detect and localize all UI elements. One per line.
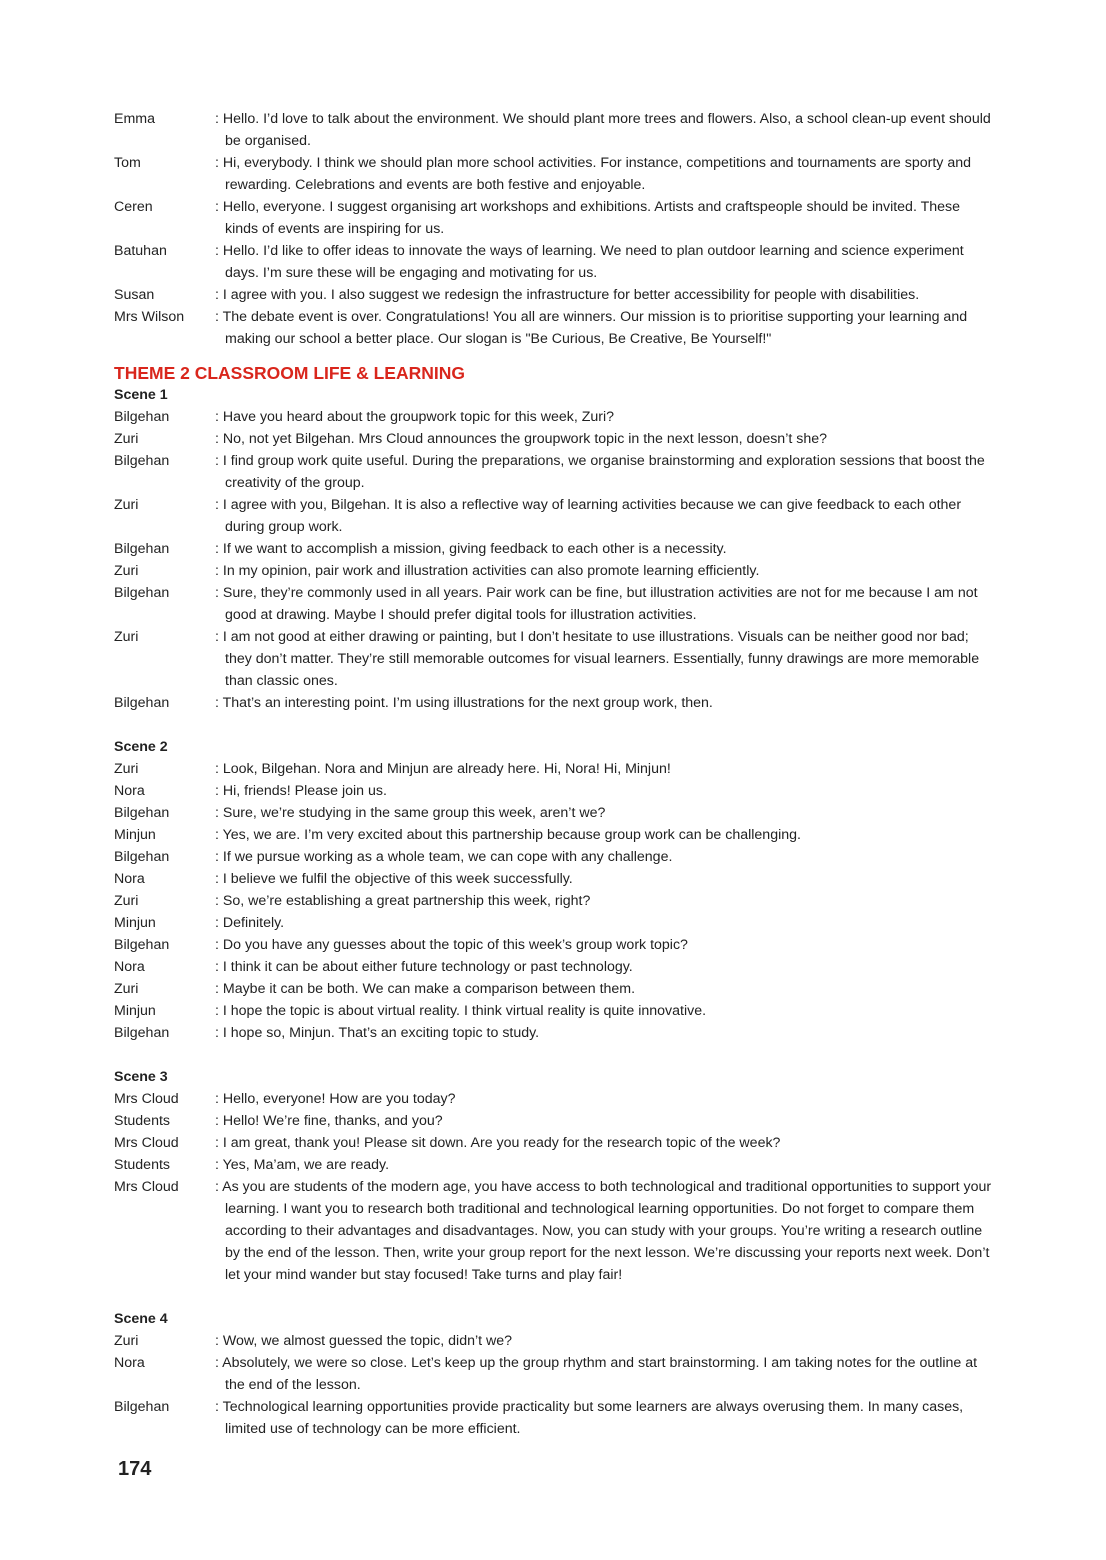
dialogue-line [114,108,994,152]
dialogue-text: : Technological learning opportunities provide practicality but some learners are always overusing them. In many cases, limited use of technology can be more efficient. [215,1399,964,1437]
speaker-name: Zuri [114,629,139,645]
speaker-name: Nora [114,959,145,975]
dialogue-line [114,560,994,582]
speaker-name: Bilgehan [114,541,170,557]
dialogue-text: : If we want to accomplish a mission, giving feedback to each other is a necessity. [215,541,727,557]
dialogue-line [114,582,994,626]
scene-block [114,736,994,1044]
dialogue-text: : Hello, everyone. I suggest organising art workshops and exhibitions. Artists and craftspeople should be invited. These kinds of events are inspiring for us. [215,199,961,237]
dialogue-text: : Absolutely, we were so close. Let’s keep up the group rhythm and start brainstorming. I am taking notes for the outline at the end of the lesson. [215,1355,978,1393]
dialogue-text: : I hope so, Minjun. That’s an exciting topic to study. [215,1025,540,1041]
dialogue-line [114,846,994,868]
scene-heading: Scene 3 [114,1069,168,1085]
scene-heading: Scene 4 [114,1311,168,1327]
dialogue-text: : Sure, we’re studying in the same group this week, aren’t we? [215,805,606,821]
scene-heading: Scene 1 [114,387,168,403]
dialogue-text: : Sure, they’re commonly used in all years. Pair work can be fine, but illustration activities are not for me because I am not good at drawing. Maybe I should prefer digital tools for illustration activities. [215,585,978,623]
dialogue-text: : Yes, we are. I’m very excited about this partnership because group work can be challenging. [215,827,801,843]
speaker-name: Zuri [114,1333,139,1349]
theme-title: THEME 2 CLASSROOM LIFE & LEARNING [114,363,465,383]
speaker-name: Mrs Wilson [114,309,185,325]
dialogue-line [114,978,994,1000]
speaker-name: Bilgehan [114,453,170,469]
dialogue-line [114,824,994,846]
speaker-name: Susan [114,287,155,303]
scene-block [114,1066,994,1286]
dialogue-text: : Hi, friends! Please join us. [215,783,387,799]
dialogue-line [114,956,994,978]
scene-heading: Scene 2 [114,739,168,755]
dialogue-line [114,152,994,196]
dialogue-line [114,1154,994,1176]
intro-dialogue [114,108,994,350]
dialogue-line [114,1088,994,1110]
dialogue-line [114,1110,994,1132]
scene-block [114,1308,994,1440]
dialogue-line [114,1000,994,1022]
dialogue-text: : If we pursue working as a whole team, we can cope with any challenge. [215,849,673,865]
dialogue-line [114,1396,994,1440]
dialogue-text: : I hope the topic is about virtual reality. I think virtual reality is quite innovative. [215,1003,707,1019]
speaker-name: Minjun [114,915,156,931]
speaker-name: Nora [114,783,145,799]
dialogue-line [114,802,994,824]
speaker-name: Tom [114,155,141,171]
scenes [114,384,994,1440]
speaker-name: Bilgehan [114,1399,170,1415]
dialogue-line [114,1352,994,1396]
dialogue-text: : Yes, Ma’am, we are ready. [215,1157,390,1173]
speaker-name: Students [114,1157,171,1173]
scene-block [114,384,994,714]
page-content [114,108,994,1440]
speaker-name: Minjun [114,827,156,843]
dialogue-line [114,934,994,956]
dialogue-text: : I find group work quite useful. During the preparations, we organise brainstorming and exploration sessions that boost the creativity of the group. [215,453,985,491]
dialogue-text: : Hello. I’d like to offer ideas to innovate the ways of learning. We need to plan outdoor learning and science experiment days. I’m sure these will be engaging and motivating for us. [215,243,964,281]
dialogue-line [114,1022,994,1044]
dialogue-line [114,1132,994,1154]
speaker-name: Zuri [114,497,139,513]
speaker-name: Emma [114,111,155,127]
dialogue-line [114,406,994,428]
dialogue-text: : I am not good at either drawing or painting, but I don’t hesitate to use illustrations. Visuals can be neither good nor bad; they don’t matter. They’re still memorable outcomes for visual learners. Essentially, funny drawings are more memorable than classic ones. [215,629,980,689]
dialogue-text: : I am great, thank you! Please sit down. Are you ready for the research topic of the week? [215,1135,781,1151]
speaker-name: Students [114,1113,171,1129]
dialogue-text: : Do you have any guesses about the topic of this week’s group work topic? [215,937,688,953]
speaker-name: Bilgehan [114,1025,170,1041]
dialogue-text: : I agree with you, Bilgehan. It is also a reflective way of learning activities because we can give feedback to each other during group work. [215,497,962,535]
speaker-name: Zuri [114,893,139,909]
dialogue-line [114,284,994,306]
speaker-name: Bilgehan [114,695,170,711]
dialogue-line [114,538,994,560]
dialogue-text: : Wow, we almost guessed the topic, didn’t we? [215,1333,513,1349]
dialogue-line [114,196,994,240]
dialogue-text: : I think it can be about either future technology or past technology. [215,959,633,975]
dialogue-text: : So, we’re establishing a great partnership this week, right? [215,893,591,909]
speaker-name: Mrs Cloud [114,1179,179,1195]
speaker-name: Bilgehan [114,409,170,425]
speaker-name: Mrs Cloud [114,1135,179,1151]
dialogue-text: : Look, Bilgehan. Nora and Minjun are already here. Hi, Nora! Hi, Minjun! [215,761,671,777]
dialogue-text: : I agree with you. I also suggest we redesign the infrastructure for better accessibility for people with disabilities. [215,287,920,303]
speaker-name: Bilgehan [114,805,170,821]
dialogue-line [114,912,994,934]
speaker-name: Zuri [114,761,139,777]
speaker-name: Bilgehan [114,585,170,601]
dialogue-line [114,626,994,692]
dialogue-line [114,758,994,780]
dialogue-text: : That’s an interesting point. I’m using illustrations for the next group work, then. [215,695,713,711]
speaker-name: Mrs Cloud [114,1091,179,1107]
dialogue-line [114,868,994,890]
dialogue-line [114,1330,994,1352]
page-number: 174 [118,1458,152,1480]
dialogue-text: : In my opinion, pair work and illustration activities can also promote learning efficiently. [215,563,760,579]
speaker-name: Ceren [114,199,153,215]
speaker-name: Zuri [114,981,139,997]
dialogue-text: : Hello! We’re fine, thanks, and you? [215,1113,443,1129]
speaker-name: Batuhan [114,243,167,259]
dialogue-text: : The debate event is over. Congratulations! You all are winners. Our mission is to prioritise supporting your learning and making our school a better place. Our slogan is "Be Curious, Be Creative, Be Yourself!" [215,309,968,347]
dialogue-text: : As you are students of the modern age, you have access to both technological and traditional opportunities to support your learning. I want you to research both traditional and technological learning opportunities. Do not forget to compare them according to their advantages and disadvantages. Now, you can study with your groups. You’re writing a research outline by the end of the lesson. Then, write your group report for the next lesson. We’re discussing your reports next week. Don’t let your mind wander but stay focused! Take turns and play fair! [215,1179,992,1283]
speaker-name: Bilgehan [114,937,170,953]
speaker-name: Zuri [114,563,139,579]
dialogue-line [114,428,994,450]
dialogue-line [114,240,994,284]
dialogue-line [114,306,994,350]
dialogue-line [114,494,994,538]
dialogue-line [114,1176,994,1286]
dialogue-line [114,450,994,494]
dialogue-text: : Hi, everybody. I think we should plan more school activities. For instance, competitions and tournaments are sporty and rewarding. Celebrations and events are both festive and enjoyable. [215,155,971,193]
dialogue-text: : Definitely. [215,915,285,931]
speaker-name: Nora [114,1355,145,1371]
speaker-name: Nora [114,871,145,887]
dialogue-line [114,890,994,912]
speaker-name: Zuri [114,431,139,447]
dialogue-text: : Maybe it can be both. We can make a comparison between them. [215,981,636,997]
dialogue-text: : Have you heard about the groupwork topic for this week, Zuri? [215,409,615,425]
dialogue-text: : Hello. I’d love to talk about the environment. We should plant more trees and flowers. Also, a school clean-up event should be organised. [215,111,991,149]
speaker-name: Minjun [114,1003,156,1019]
speaker-name: Bilgehan [114,849,170,865]
dialogue-line [114,692,994,714]
dialogue-text: : No, not yet Bilgehan. Mrs Cloud announces the groupwork topic in the next lesson, doesn’t she? [215,431,828,447]
dialogue-text: : I believe we fulfil the objective of this week successfully. [215,871,573,887]
dialogue-line [114,780,994,802]
dialogue-text: : Hello, everyone! How are you today? [215,1091,456,1107]
